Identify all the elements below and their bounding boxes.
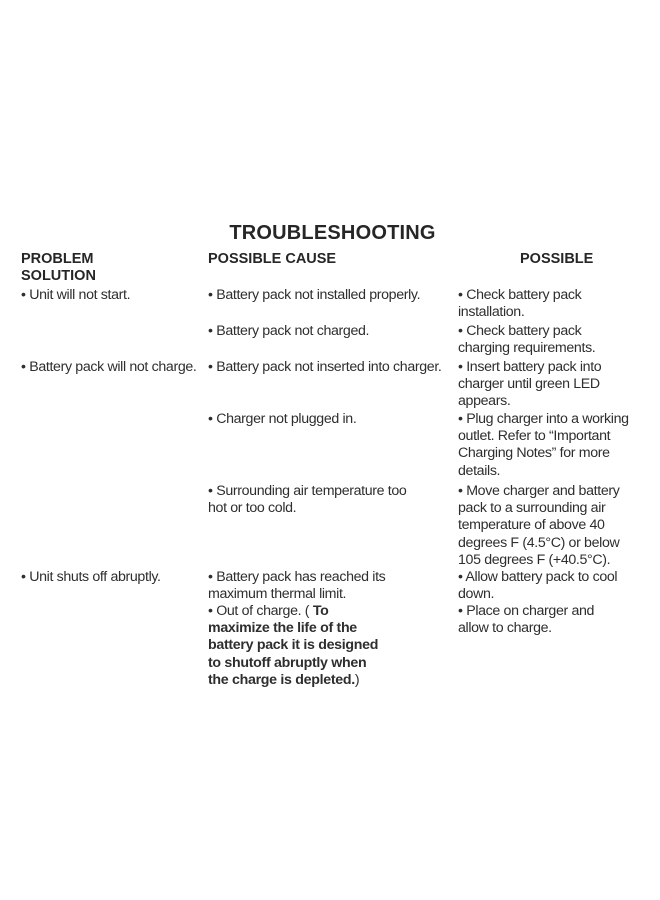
solution-place-on-charger: • Place on charger and allow to charge. <box>458 603 595 637</box>
cause-out-of-charge <box>208 603 388 689</box>
cause-not-inserted: • Battery pack not inserted into charger. <box>208 359 442 375</box>
solution-allow-cool: • Allow battery pack to cool down. <box>458 569 618 603</box>
page-title: TROUBLESHOOTING <box>229 222 436 244</box>
solution-check-charging: • Check battery pack charging requirements. <box>458 323 596 357</box>
problem-shuts-off: • Unit shuts off abruptly. <box>21 569 161 585</box>
problem-unit-will-not-start: • Unit will not start. <box>21 287 131 303</box>
cause-out-of-charge-close: ) <box>354 671 360 688</box>
solution-insert-battery: • Insert battery pack into charger until green LED appears. <box>458 359 602 410</box>
header-possible: POSSIBLE <box>520 251 594 267</box>
cause-out-of-charge-lead: • Out of charge. ( <box>208 603 310 619</box>
header-possible-cause: POSSIBLE CAUSE <box>208 251 337 267</box>
solution-move-charger: • Move charger and battery pack to a surrounding air temperature of above 40 degrees F (4.5°C) or below 105 degrees F (+40.5°C). <box>458 483 620 568</box>
header-problem: PROBLEM <box>21 251 94 267</box>
cause-not-installed: • Battery pack not installed properly. <box>208 287 421 303</box>
solution-plug-charger: • Plug charger into a working outlet. Refer to “Important Charging Notes” for more details. <box>458 411 629 479</box>
cause-thermal-limit: • Battery pack has reached its maximum thermal limit. <box>208 569 386 603</box>
cause-air-temperature: • Surrounding air temperature too hot or too cold. <box>208 483 407 517</box>
cause-not-charged: • Battery pack not charged. <box>208 323 370 339</box>
problem-will-not-charge: • Battery pack will not charge. <box>21 359 197 375</box>
cause-out-of-charge-note: To maximize the life of the battery pack it is designed to shutoff abruptly when the charge is depleted. <box>208 603 379 688</box>
cause-charger-not-plugged: • Charger not plugged in. <box>208 411 357 427</box>
header-solution: SOLUTION <box>21 268 96 284</box>
solution-check-installation: • Check battery pack installation. <box>458 287 582 321</box>
